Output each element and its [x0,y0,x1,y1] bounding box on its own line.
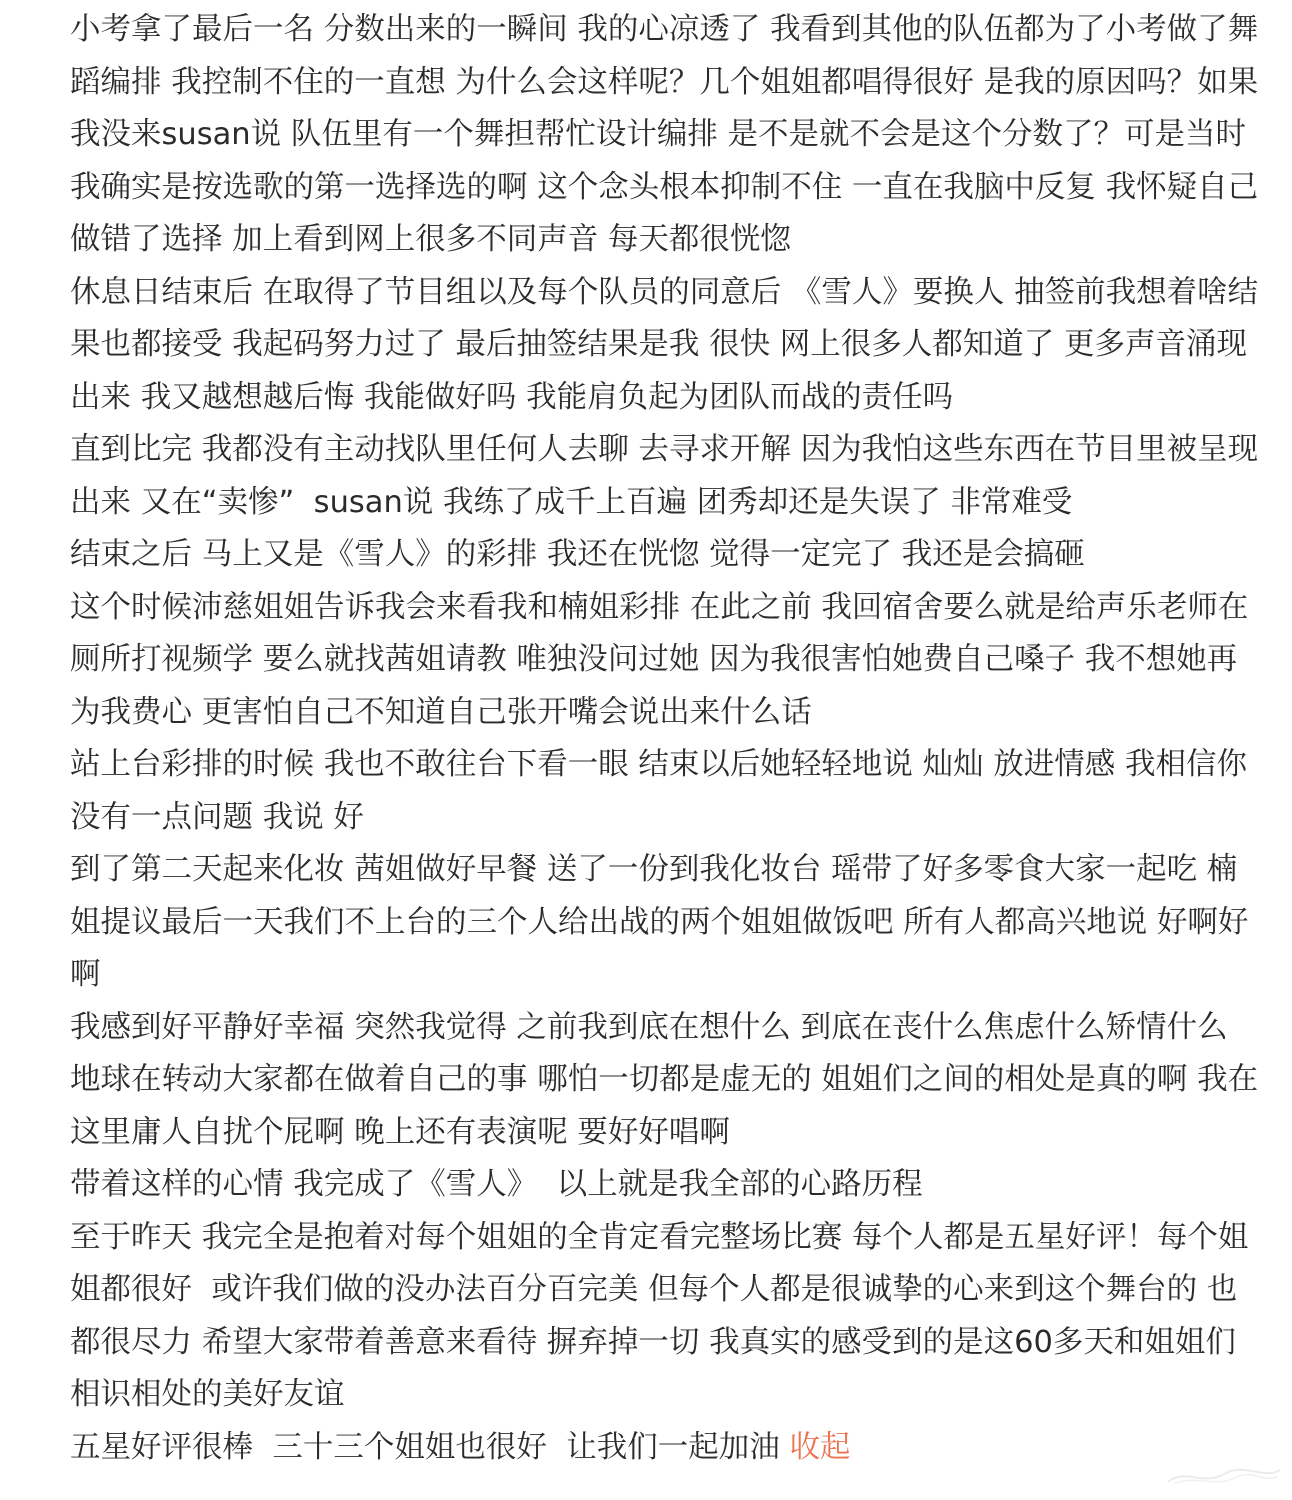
post-paragraph: 站上台彩排的时候 我也不敢往台下看一眼 结束以后她轻轻地说 灿灿 放进情感 我相信你 没有一点问题 我说 好 [70,747,1257,835]
post-paragraph: 这个时候沛慈姐姐告诉我会来看我和楠姐彩排 在此之前 我回宿舍要么就是给声乐老师在厕所打视频学 要么就找茜姐请教 唯独没问过她 因为我很害怕她费自己嗓子 我不想她再为我费心 更害怕自己不知道自己张开嘴会说出来什么话 [70,589,1249,730]
post-paragraph: 我感到好平静好幸福 突然我觉得 之前我到底在想什么 到底在丧什么焦虑什么矫情什么 地球在转动大家都在做着自己的事 哪怕一切都是虚无的 姐姐们之间的相处是真的啊 我在这里庸人自扰个屁啊 晚上还有表演呢 要好好唱啊 [70,1009,1259,1150]
post-paragraph: 休息日结束后 在取得了节目组以及每个队员的同意后 《雪人》要换人 抽签前我想着啥结果也都接受 我起码努力过了 最后抽签结果是我 很快 网上很多人都知道了 更多声音涌现出来 我又越想越后悔 我能做好吗 我能肩负起为团队而战的责任吗 [70,274,1259,415]
post-body [70,4,1260,1474]
watermark-icon [1164,1462,1284,1488]
post-paragraph: 带着这样的心情 我完成了《雪人》 以上就是我全部的心路历程 [70,1167,923,1202]
post-paragraph: 直到比完 我都没有主动找队里任何人去聊 去寻求开解 因为我怕这些东西在节目里被呈现出来 又在“卖惨” susan说 我练了成千上百遍 团秀却还是失误了 非常难受 [70,432,1259,520]
post-paragraph: 到了第二天起来化妆 茜姐做好早餐 送了一份到我化妆台 瑶带了好多零食大家一起吃 楠姐提议最后一天我们不上台的三个人给出战的两个姐姐做饭吧 所有人都高兴地说 好啊好啊 [70,852,1249,992]
post-paragraph: 小考拿了最后一名 分数出来的一瞬间 我的心凉透了 我看到其他的队伍都为了小考做了舞蹈编排 我控制不住的一直想 为什么会这样呢？几个姐姐都唱得很好 是我的原因吗？如果我没来susan说 队伍里有一个舞担帮忙设计编排 是不是就不会是这个分数了？可是当时我确实是按选歌的第一选择选的啊 这个念头根本抑制不住 一直在我脑中反复 我怀疑自己做错了选择 加上看到网上很多不同声音 每天都很恍惚 [70,12,1259,257]
post-paragraph: 结束之后 马上又是《雪人》的彩排 我还在恍惚 觉得一定完了 我还是会搞砸 [70,537,1085,572]
collapse-link[interactable]: 收起 [789,1429,851,1465]
post-paragraph-last: 五星好评很棒 三十三个姐姐也很好 让我们一起加油 [70,1429,790,1465]
watermark-mark [1164,1462,1284,1488]
post-paragraph: 至于昨天 我完全是抱着对每个姐姐的全肯定看完整场比赛 每个人都是五星好评！每个姐姐都很好 或许我们做的没办法百分百完美 但每个人都是很诚挚的心来到这个舞台的 也都很尽力 希望大家带着善意来看待 摒弃掉一切 我真实的感受到的是这60多天和姐姐们相识相处的美好友谊 [70,1219,1249,1412]
